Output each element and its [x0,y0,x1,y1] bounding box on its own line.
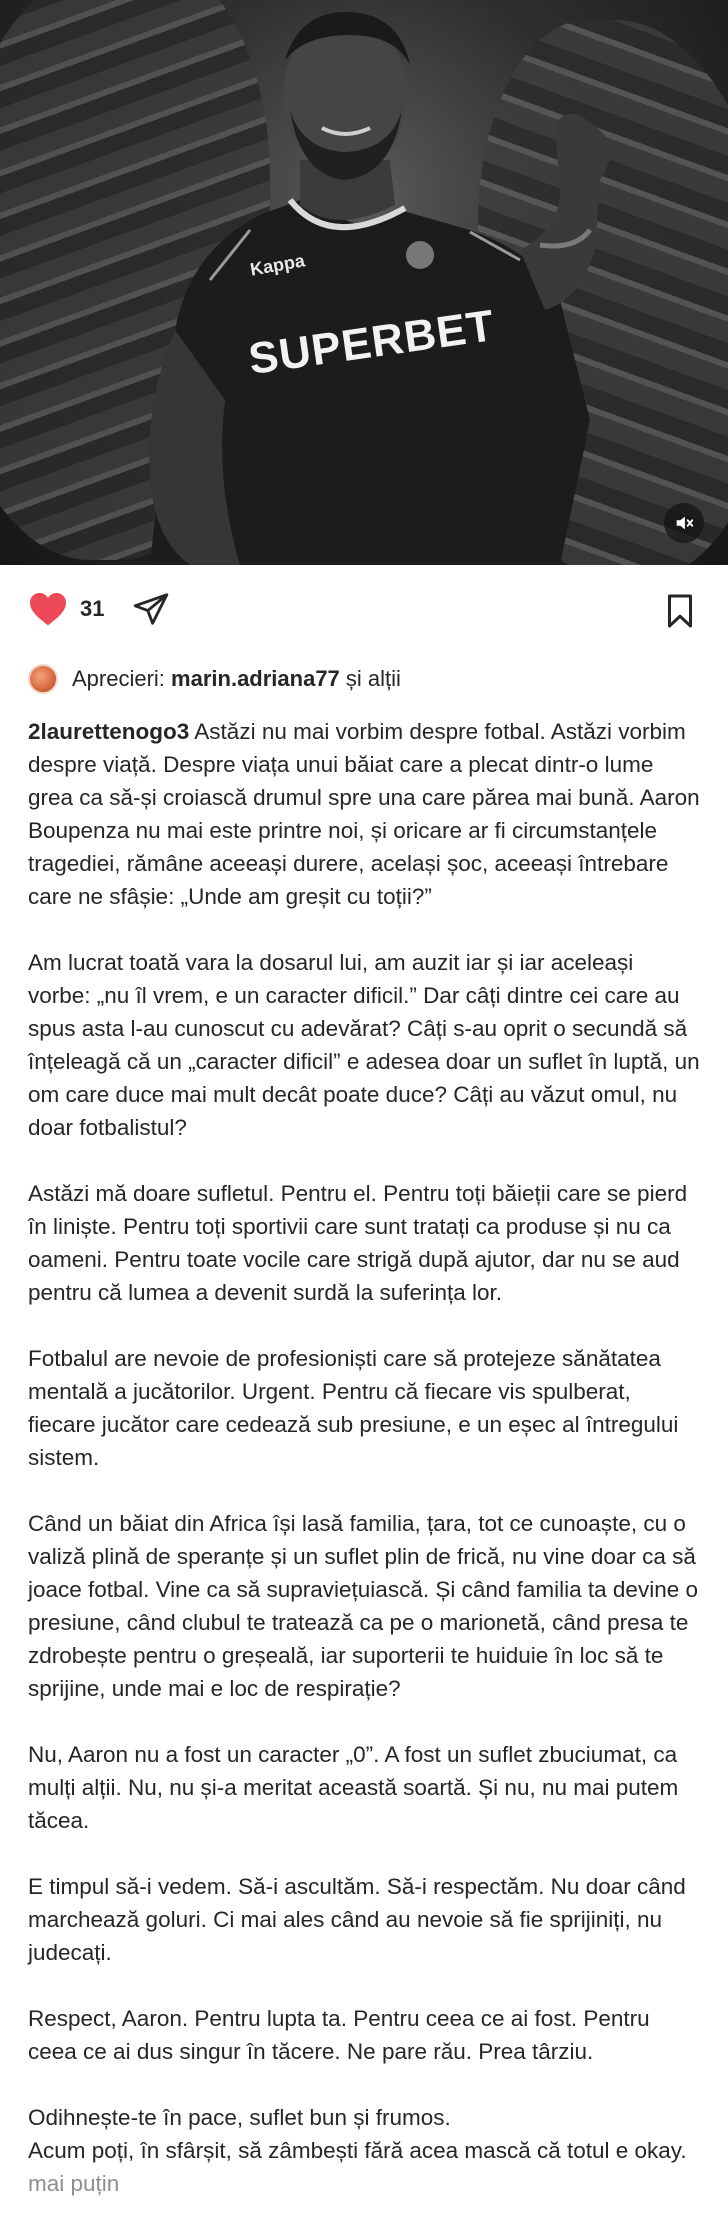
caption-paragraph: Respect, Aaron. Pentru lupta ta. Pentru ceea ce ai fost. Pentru ceea ce ai dus singur în tăcere. Ne pare rău. Prea târziu. [28,2006,650,2064]
post-image[interactable] [0,0,728,565]
avatar[interactable] [28,664,58,694]
caption-paragraph: Fotbalul are nevoie de profesioniști care să protejeze sănătatea mentală a jucătorilor. Urgent. Pentru că fiecare vis spulberat, fiecare jucător care cedează sub presiune, e un eșec al întregului sistem. [28,1346,679,1470]
heart-filled-icon [28,591,68,627]
caption-paragraph: Astăzi mă doare sufletul. Pentru el. Pentru toți băieții care se pierd în liniște. Pentru toți sportivii care sunt tratați ca produse și nu ca oameni. Pentru toate vocile care strigă după ajutor, dar nu se aud pentru că lumea a devenit surdă la suferința lor. [28,1181,688,1305]
likes-suffix[interactable]: și alții [345,666,401,691]
likes-prefix: Aprecieri: [72,666,165,691]
caption-closing-line-2: Acum poți, în sfârșit, să zâmbești fără acea mască că totul e okay. [28,2138,687,2163]
caption-paragraph: Am lucrat toată vara la dosarul lui, am auzit iar și iar aceleași vorbe: „nu îl vrem, e un caracter dificil.” Dar câți dintre cei care au spus asta l-au cunoscut cu adevărat? Câți s-au oprit o secundă să înțeleagă că un „caracter dificil” e adesea doar un suflet în luptă, un om care duce mai mult decât poate duce? Câți au văzut omul, nu doar fotbalistul? [28,950,700,1140]
mute-button[interactable] [664,503,704,543]
caption-closing [28,2101,700,2200]
caption-paragraph: Nu, Aaron nu a fost un caracter „0”. A fost un suflet zbuciumat, ca mulți alții. Nu, nu și-a meritat această soartă. Și nu, nu mai putem tăcea. [28,1742,679,1833]
caption-paragraph: E timpul să-i vedem. Să-i ascultăm. Să-i respectăm. Nu doar când marchează goluri. Ci mai ales când au nevoie să fie sprijiniți, nu judecați. [28,1874,686,1965]
caption-paragraph: Când un băiat din Africa își lasă familia, țara, tot ce cunoaște, cu o valiză plină de speranțe și un suflet plin de frică, nu vine doar ca să joace fotbal. Vine ca să supraviețuiască. Și când familia ta devine o presiune, când clubul te tratează ca pe o marionetă, când presa te zdrobește pentru o greșeală, iar suporterii te huiduie în loc să te sprijine, unde mai e loc de respirație? [28,1511,698,1701]
caption-author[interactable]: 2laurettenogo3 [28,719,190,744]
bookmark-icon [664,593,696,629]
share-button[interactable] [132,590,170,628]
kit-brand-text: Kappa [248,250,307,280]
like-count: 31 [80,596,105,621]
caption-closing-line-1: Odihnește-te în pace, suflet bun și frumos. [28,2105,451,2130]
speaker-muted-icon [673,512,695,534]
post-actions-bar [0,565,728,653]
save-button[interactable] [664,593,696,634]
caption-paragraph [28,715,700,913]
like-button[interactable] [28,591,104,627]
player-figure [0,0,728,565]
post-caption [0,705,728,2200]
sponsor-text: SUPERBET [245,301,498,384]
paper-plane-icon [132,590,170,628]
likes-summary[interactable] [0,653,728,705]
caption-text: Astăzi nu mai vorbim despre fotbal. Astăzi vorbim despre viață. Despre viața unui băiat care a plecat dintr-o lume grea ca să-și croiască drumul spre una care părea mai bună. Aaron Boupenza nu mai este printre noi, și oricare ar fi circumstanțele tragediei, rămâne aceeași durere, același șoc, aceeași întrebare care ne sfâșie: „Unde am greșit cu toții?” [28,719,700,909]
liker-username[interactable]: marin.adriana77 [171,666,340,691]
show-less-link[interactable]: mai puțin [28,2171,120,2196]
